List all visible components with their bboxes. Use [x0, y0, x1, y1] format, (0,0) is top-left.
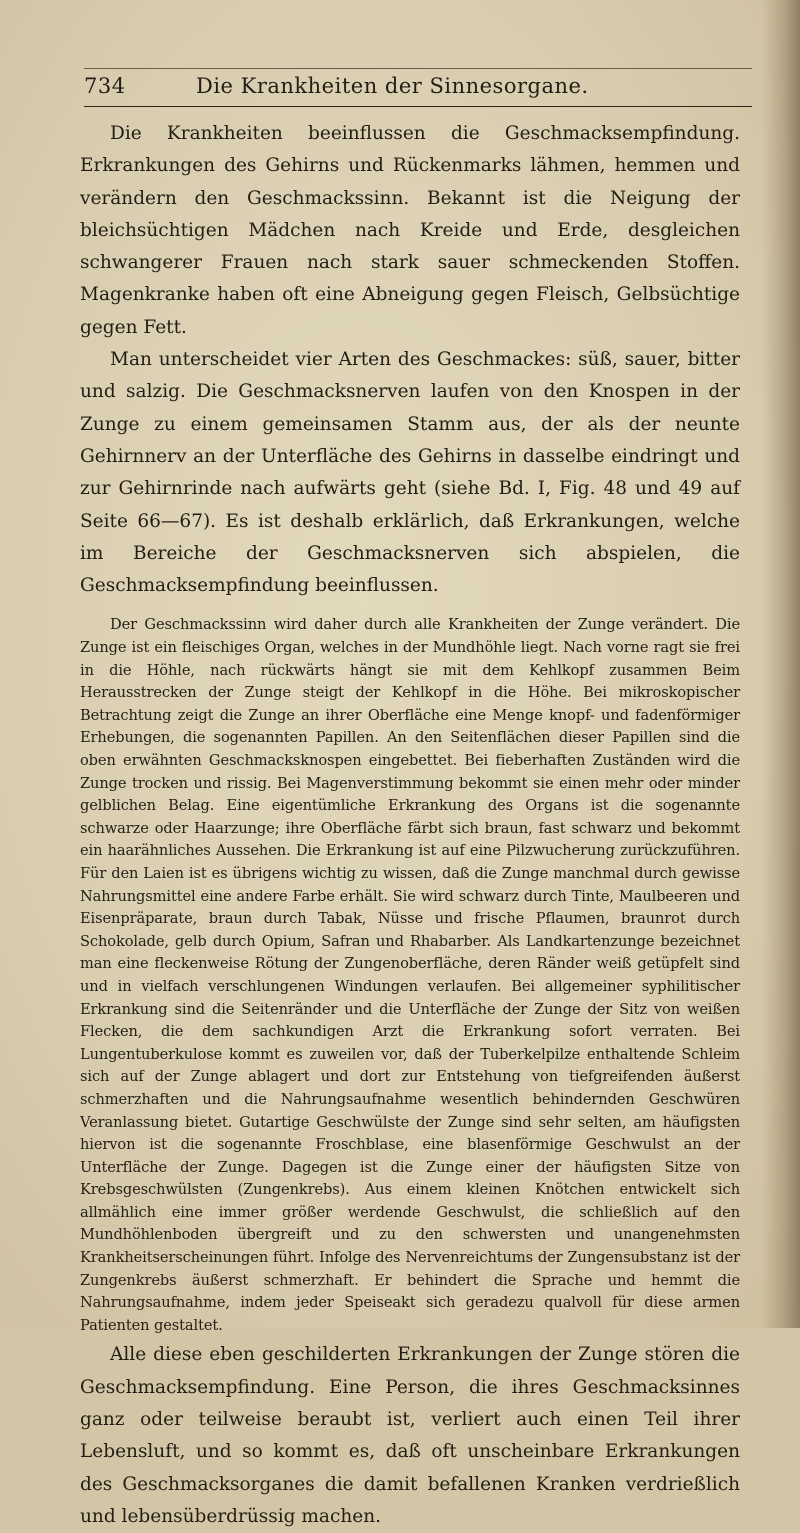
- paragraph-intro: Die Krankheiten beeinflussen die Geschmacksempfindung. Erkrankungen des Gehirns und Rückenmarks lähmen, hemmen und verändern den Geschmackssinn. Bekannt ist die Neigung der bleichsüchtigen Mädchen nach Kreide und Erde, desgleichen schwangerer Frauen nach stark sauer schmeckenden Stoffen. Magenkranke haben oft eine Abneigung gegen Fleisch, Gelbsüchtige gegen Fett.: [80, 123, 740, 338]
- running-title: Die Krankheiten der Sinnesorgane.: [196, 74, 589, 98]
- paragraph-conclusion: Alle diese eben geschilderten Erkrankungen der Zunge stören die Geschmacksempfindung. Eine Person, die ihres Geschmacksinnes ganz oder teilweise beraubt ist, verliert auch einen Teil ihrer Lebensluft, und so kommt es, daß oft unscheinbare Erkrankungen des Geschmacksorganes die damit befallenen Kranken verdrießlich und lebensüberdrüssig machen.: [80, 1344, 740, 1527]
- page-header: [84, 74, 740, 104]
- paragraph-tongue-diseases: Der Geschmackssinn wird daher durch alle Krankheiten der Zunge verändert. Die Zunge ist ein fleischiges Organ, welches in der Mundhöhle liegt. Nach vorne ragt sie frei in die Höhle, nach rückwärts hängt sie mit dem Kehlkopf zusammen Beim Herausstrecken der Zunge steigt der Kehlkopf in die Höhe. Bei mikroskopischer Betrachtung zeigt die Zunge an ihrer Oberfläche eine Menge knopf- und fadenförmiger Erhebungen, die sogenannten Papillen. An den Seitenflächen dieser Papillen sind die oben erwähnten Geschmacksknospen eingebettet. Bei fieberhaften Zuständen wird die Zunge trocken und rissig. Bei Magenverstimmung bekommt sie einen mehr oder minder gelblichen Belag. Eine eigentümliche Erkrankung des Organs ist die sogenannte schwarze oder Haarzunge; ihre Oberfläche färbt sich braun, fast schwarz und bekommt ein haarähnliches Aussehen. Die Erkrankung ist auf eine Pilzwucherung zurückzuführen. Für den Laien ist es übrigens wichtig zu wissen, daß die Zunge manchmal durch gewisse Nahrungsmittel eine andere Farbe erhält. Sie wird schwarz durch Tinte, Maulbeeren und Eisenpräparate, braun durch Tabak, Nüsse und frische Pflaumen, braunrot durch Schokolade, gelb durch Opium, Safran und Rhabarber. Als Landkartenzunge bezeichnet man eine fleckenweise Rötung der Zungenoberfläche, deren Ränder weiß getüpfelt sind und in vielfach verschlungenen Windungen verlaufen. Bei allgemeiner syphilitischer Erkrankung sind die Seitenränder und die Unterfläche der Zunge der Sitz von weißen Flecken, die dem sachkundigen Arzt die Erkrankung sofort verraten. Bei Lungentuberkulose kommt es zuweilen vor, daß der Tuberkelpilze enthaltende Schleim sich auf der Zunge ablagert und dort zur Entstehung von tiefgreifenden äußerst schmerzhaften und die Nahrungsaufnahme wesentlich behindernden Geschwüren Veranlassung bietet. Gutartige Geschwülste der Zunge sind sehr selten, am häufigsten hiervon ist die sogenannte Froschblase, eine blasenförmige Geschwulst an der Unterfläche der Zunge. Dagegen ist die Zunge einer der häufigsten Sitze von Krebsgeschwülsten (Zungenkrebs). Aus einem kleinen Knötchen entwickelt sich allmählich eine immer größer werdende Geschwulst, die schließlich auf den Mundhöhlenboden übergreift und zu den schwersten und unangenehmsten Krankheitserscheinungen führt. Infolge des Nervenreichtums der Zungensubstanz ist der Zungenkrebs äußerst schmerzhaft. Er behindert die Sprache und hemmt die Nahrungsaufnahme, indem jeder Speiseakt sich geradezu qualvoll für diese armen Patienten gestaltet.: [80, 616, 740, 1334]
- paragraph-taste-types: Man unterscheidet vier Arten des Geschmackes: süß, sauer, bitter und salzig. Die Geschmacksnerven laufen von den Knospen in der Zunge zu einem gemeinsamen Stamm aus, der als der neunte Gehirnnerv an der Unterfläche des Gehirns in dasselbe eindringt und zur Gehirnrinde nach aufwärts geht (siehe Bd. I, Fig. 48 und 49 auf Seite 66—67). Es ist deshalb erklärlich, daß Erkrankungen, welche im Bereiche der Geschmacksnerven sich abspielen, die Geschmacksempfindung beeinflussen.: [80, 349, 740, 597]
- header-rule: [84, 106, 752, 107]
- page-edge-shadow: [762, 0, 800, 1328]
- page-number: 734: [84, 74, 126, 98]
- body-text: [80, 118, 740, 1533]
- top-border-rule: [84, 68, 752, 69]
